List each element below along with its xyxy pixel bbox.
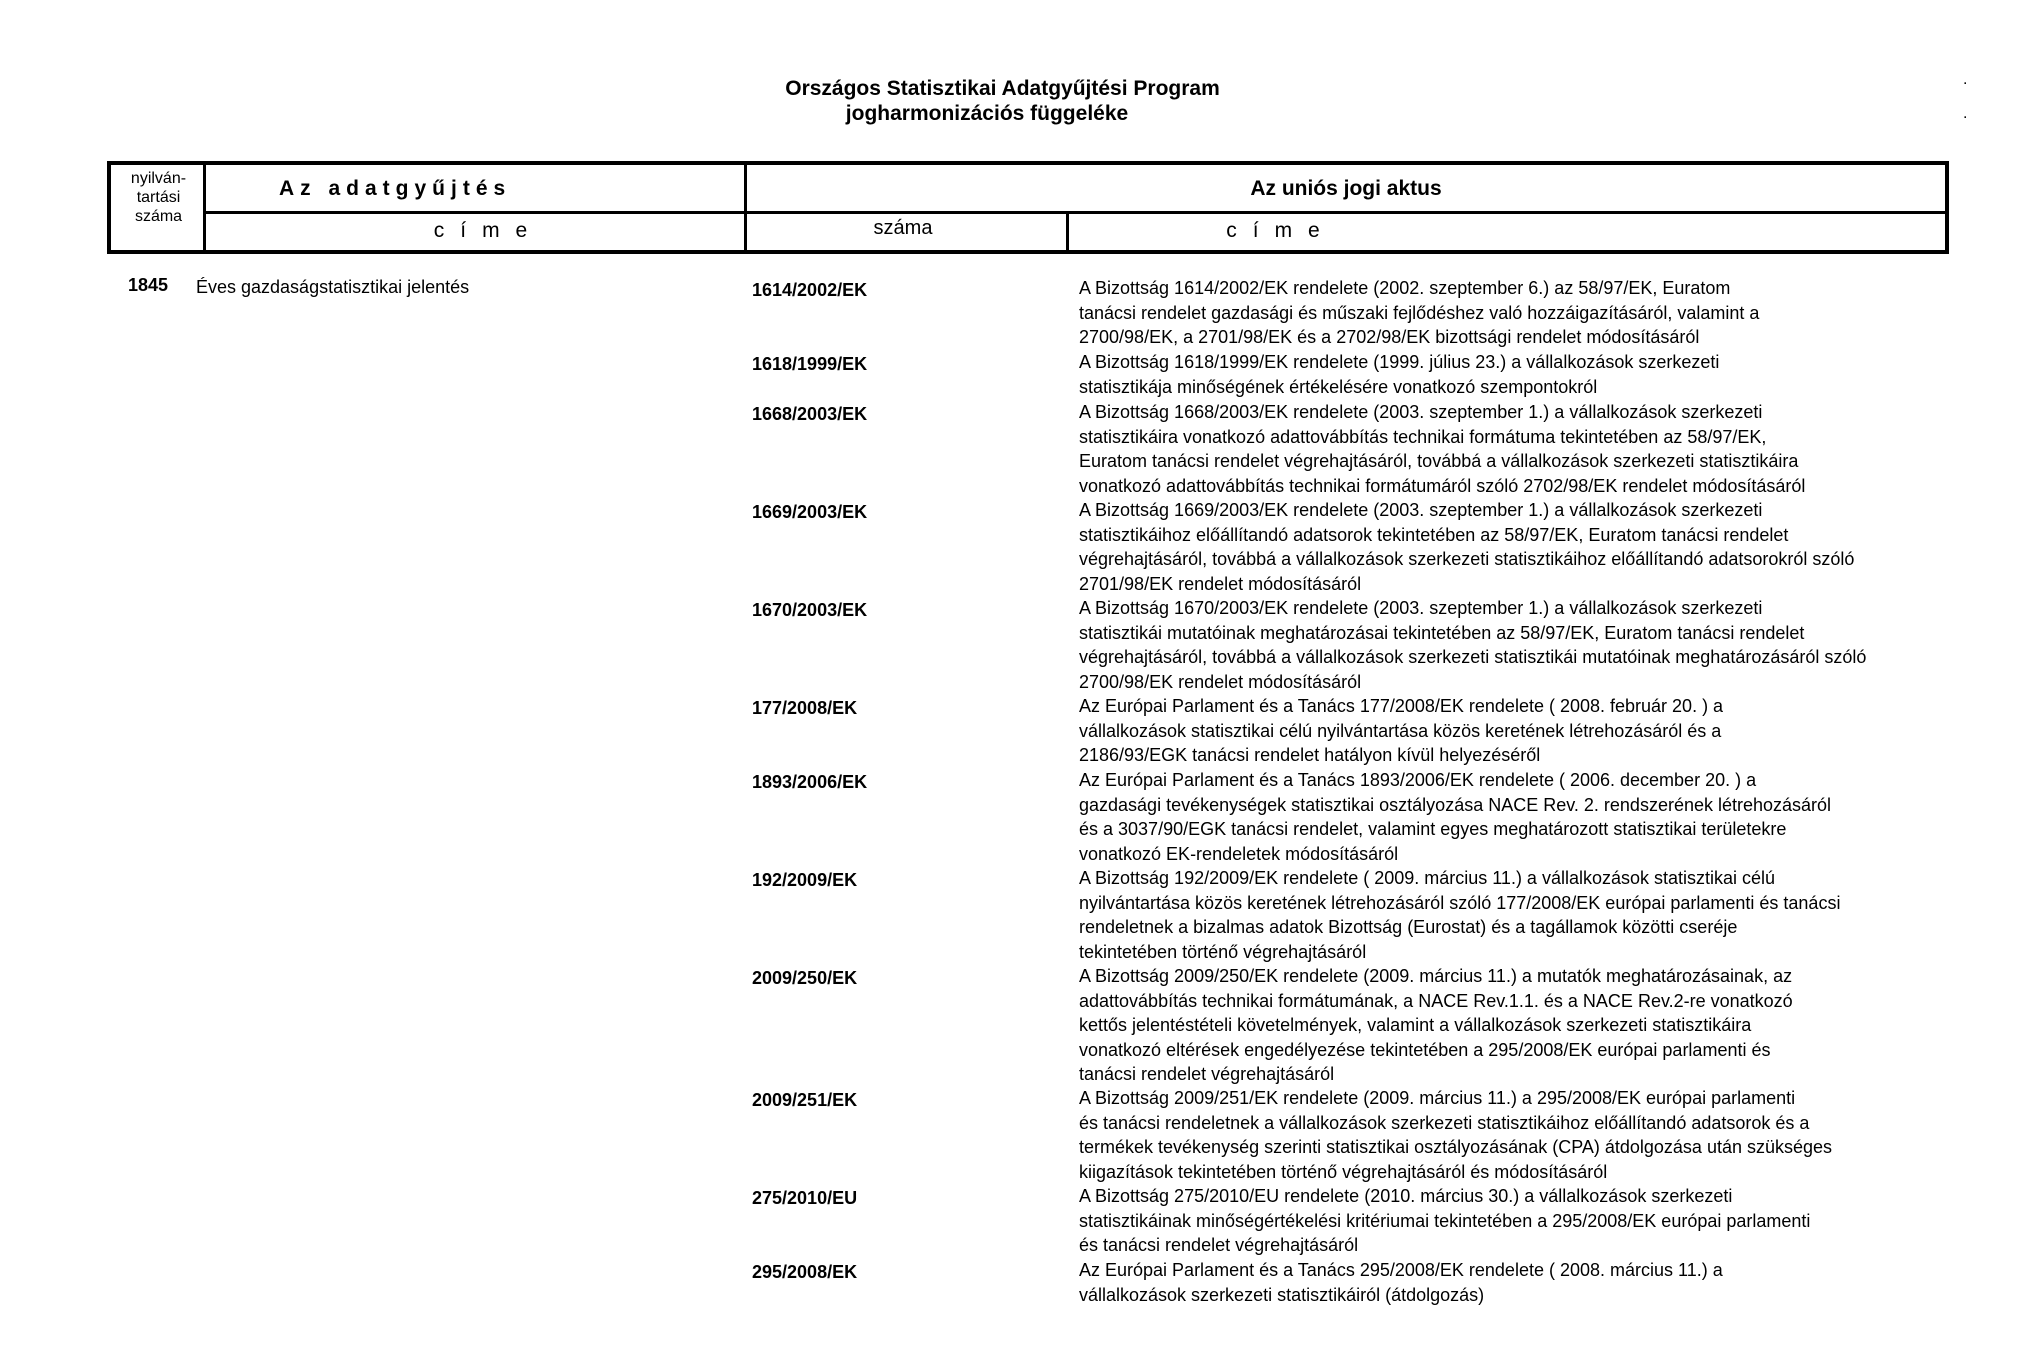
act-number: 275/2010/EU xyxy=(752,1188,858,1208)
corner-dot: . xyxy=(1963,105,1968,122)
act-number: 177/2008/EK xyxy=(752,698,858,718)
table-header xyxy=(107,161,1949,254)
entry-title: Éves gazdaságstatisztikai jelentés xyxy=(196,277,470,297)
corner-dot: . xyxy=(1963,71,1968,88)
page-title xyxy=(0,76,2017,126)
entry-number: 1845 xyxy=(128,275,169,295)
act-title: A Bizottság 275/2010/EU rendelete (2010. március 30.) a vállalkozások szerkezeti statisztikáinak minőségértékelési kritériumai tekintetében a 295/2008/EK európai parlamenti és tanácsi rendelet végrehajtásáról xyxy=(1079,1186,1811,1255)
header-data-collection-title: címe xyxy=(433,219,544,242)
act-title: Az Európai Parlament és a Tanács 177/2008/EK rendelete ( 2008. február 20. ) a vállalkozások statisztikai célú nyilvántartása közös keretének létrehozásáról és a 2186/93/EGK tanácsi rendelet hatályon kívül helyezéséről xyxy=(1079,696,1724,765)
header-eu-act-number: száma xyxy=(873,217,933,239)
act-number: 2009/250/EK xyxy=(752,968,858,988)
act-number: 1670/2003/EK xyxy=(752,600,868,620)
act-number: 1614/2002/EK xyxy=(752,280,868,300)
act-title: A Bizottság 2009/251/EK rendelete (2009. március 11.) a 295/2008/EK európai parlamenti és tanácsi rendeletnek a vállalkozások szerkezeti statisztikáihoz előállítandó adatsorok és a termékek tevékenység szerinti statisztikai osztályozásának (CPA) átdolgozása után szükséges kiigazítások tekintetében történő végrehajtásáról és módosításáról xyxy=(1079,1088,1833,1182)
act-number: 1668/2003/EK xyxy=(752,404,868,424)
header-data-collection: Az adatgyűjtés xyxy=(279,177,512,200)
act-number: 192/2009/EK xyxy=(752,870,858,890)
page-title-line-1: Országos Statisztikai Adatgyűjtési Program xyxy=(785,77,1220,100)
act-number: 2009/251/EK xyxy=(752,1090,858,1110)
act-number: 295/2008/EK xyxy=(752,1262,858,1282)
act-number: 1893/2006/EK xyxy=(752,772,868,792)
act-number: 1669/2003/EK xyxy=(752,502,868,522)
header-registration-number: nyilván- tartási száma xyxy=(130,170,187,225)
act-title: A Bizottság 1670/2003/EK rendelete (2003. szeptember 1.) a vállalkozások szerkezeti statisztikái mutatóinak meghatározásai tekintetében az 58/97/EK, Euratom tanácsi rendelet végrehajtásáról, továbbá a vállalkozások szerkezeti statisztikái mutatóinak meghatározásáról szóló 2700/98/EK rendelet módosításáról xyxy=(1079,598,1867,692)
act-title: A Bizottság 192/2009/EK rendelete ( 2009. március 11.) a vállalkozások statisztikai célú nyilvántartása közös keretének létrehozásáról szóló 177/2008/EK európai parlamenti és tanácsi rendeletnek a bizalmas adatok Bizottság (Eurostat) és a tagállamok közötti cseréje tekintetében történő végrehajtásáról xyxy=(1079,868,1841,962)
act-title: A Bizottság 1668/2003/EK rendelete (2003. szeptember 1.) a vállalkozások szerkezeti statisztikáira vonatkozó adattovábbítás technikai formátuma tekintetében az 58/97/EK, Euratom tanácsi rendelet végrehajtásáról, továbbá a vállalkozások szerkezeti statisztikáira vonatkozó adattovábbítás technikai formátumáról szóló 2702/98/EK rendelet módosításáról xyxy=(1079,402,1806,496)
act-title: A Bizottság 1669/2003/EK rendelete (2003. szeptember 1.) a vállalkozások szerkezeti statisztikáihoz előállítandó adatsorok tekintetében az 58/97/EK, Euratom tanácsi rendelet végrehajtásáról, továbbá a vállalkozások szerkezeti statisztikáihoz előállítandó adatsorokról szóló 2701/98/EK rendelet módosításáról xyxy=(1079,500,1855,594)
act-title: Az Európai Parlament és a Tanács 295/2008/EK rendelete ( 2008. március 11.) a vállalkozások szerkezeti statisztikáiról (átdolgozás) xyxy=(1079,1260,1723,1305)
act-title: A Bizottság 1614/2002/EK rendelete (2002. szeptember 6.) az 58/97/EK, Euratom tanácsi rendelet gazdasági és műszaki fejlődéshez való hozzáigazításáról, valamint a 2700/98/EK, a 2701/98/EK és a 2702/98/EK bizottsági rendelet módosításáról xyxy=(1079,278,1760,347)
act-number: 1618/1999/EK xyxy=(752,354,868,374)
act-title: A Bizottság 2009/250/EK rendelete (2009. március 11.) a mutatók meghatározásainak, az adattovábbítás technikai formátumának, a NACE Rev.1.1. és a NACE Rev.2-re vonatkozó kettős jelentéstételi követelmények, valamint a vállalkozások szerkezeti statisztikáira vonatkozó eltérések engedélyezése tekintetében a 295/2008/EK európai parlamenti és tanácsi rendelet végrehajtásáról xyxy=(1079,966,1793,1084)
header-eu-act: Az uniós jogi aktus xyxy=(1250,177,1442,200)
header-eu-act-title: címe xyxy=(1226,219,1336,242)
page-title-line-2: jogharmonizációs függeléke xyxy=(845,102,1129,125)
act-title: Az Európai Parlament és a Tanács 1893/2006/EK rendelete ( 2006. december 20. ) a gazdasági tevékenységek statisztikai osztályozása NACE Rev. 2. rendszerének létrehozásáról és a 3037/90/EGK tanácsi rendelet, valamint egyes meghatározott statisztikai területekre vonatkozó EK-rendeletek módosításáról xyxy=(1079,770,1832,864)
header-divider xyxy=(203,211,1945,214)
act-title: A Bizottság 1618/1999/EK rendelete (1999. július 23.) a vállalkozások szerkezeti statisztikája minőségének értékelésére vonatkozó szempontokról xyxy=(1079,352,1720,397)
